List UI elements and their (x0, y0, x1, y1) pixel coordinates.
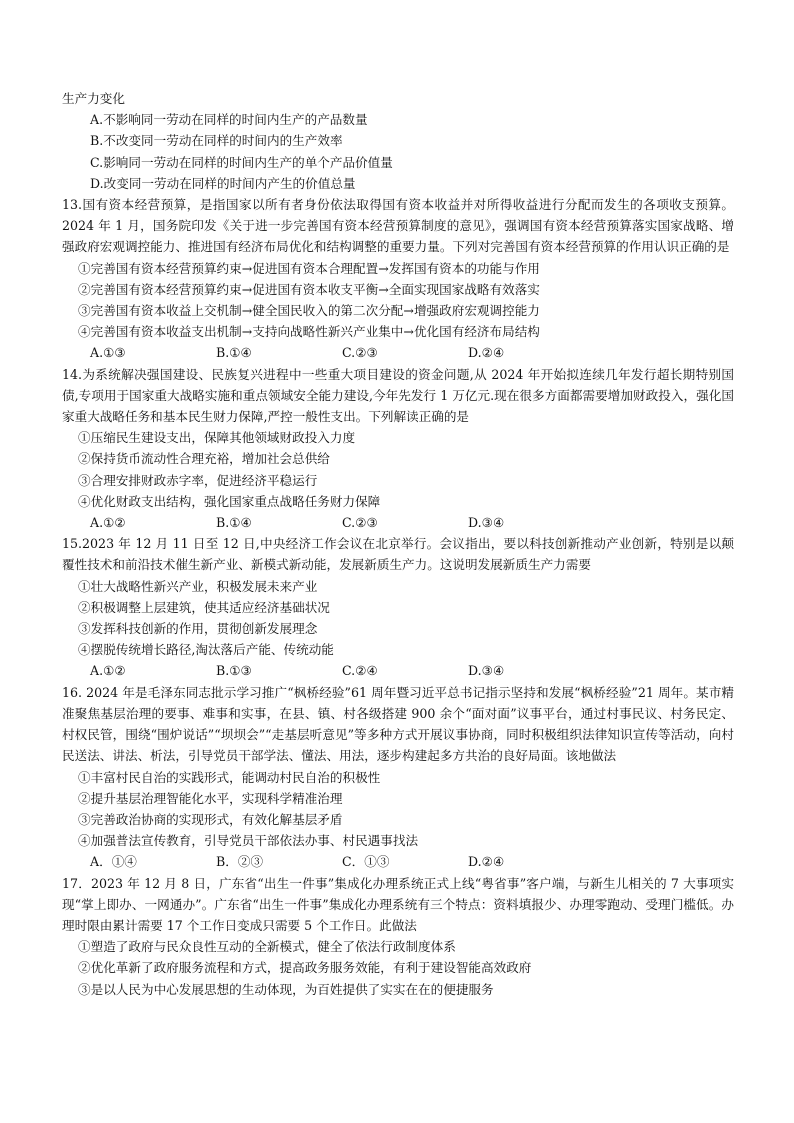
question-14-choices (62, 512, 734, 533)
intro-option-b: B.不改变同一劳动在同样的时间内的生产效率 (90, 133, 343, 149)
question-17-item-2: ②优化革新了政府服务流程和方式，提高政务服务效能，有利于建设智能高效政府 (78, 960, 532, 976)
question-15-item-4: ④摆脱传统增长路径,淘汰落后产能、传统动能 (78, 642, 334, 658)
question-16-choice-a: A．①④ (90, 854, 137, 870)
question-13-choice-c: C.②③ (342, 345, 378, 361)
question-15-choice-d: D.③④ (468, 663, 505, 679)
question-17-stem: 17．2023 年 12 月 8 日，广东省“出生一件事”集成化办理系统正式上线“粤省事”客户端，与新生儿相关的 7 大事项实现“掌上即办、一网通办”。广东省“出生一件事”集成化办理系统有三个特点：资料填报少、办理零跑动、受理门槛低。办理时限由累计需要 17 个工作日变成只需要 5 个工作日。此做法 (62, 875, 734, 933)
question-14-item-2: ②保持货币流动性合理充裕，增加社会总供给 (78, 451, 330, 467)
question-14-stem: 14.为系统解决强国建设、民族复兴进程中一些重大项目建设的资金问题,从 2024 年开始拟连续几年发行超长期特别国债,专项用于国家重大战略实施和重点领域安全能力建设,今年先发行 1 万亿元.现在很多方面都需要增加财政投入，强化国家重大战略任务和基本民生财力保障,严控一般性支出。下列解读正确的是 (62, 366, 734, 425)
question-14-item-3: ③合理安排财政赤字率，促进经济平稳运行 (78, 472, 318, 488)
question-13-stem: 13.国有资本经营预算，是指国家以所有者身份依法取得国有资本收益并对所得收益进行分配而发生的各项收支预算。2024 年 1 月，国务院印发《关于进一步完善国有资本经营预算制度的意见》，强调国有资本经营预算落实国家战略、增强政府宏观调控能力、推进国有经济布局优化和结构调整的重要力量。下列对完善国有资本经营预算的作用认识正确的是 (62, 197, 734, 255)
question-14-choice-b: B.①④ (216, 515, 252, 531)
question-14-choice-c: C.②③ (342, 515, 378, 531)
intro-option-c: C.影响同一劳动在同样的时间内生产的单个产品价值量 (90, 154, 393, 170)
intro-option-a: A.不影响同一劳动在同样的时间内生产的产品数量 (90, 112, 368, 128)
question-16-stem: 16. 2024 年是毛泽东同志批示学习推广“枫桥经验”61 周年暨习近平总书记指示坚持和发展“枫桥经验”21 周年。某市精准聚焦基层治理的要事、难事和实事，在县、镇、村各级搭建 900 余个“面对面”议事平台，通过村事民议、村务民定、村权民管，围绕“围炉说话”“坝坝会”“走基层听意见”等多种方式开展议事协商，同时积极组织法律知识宣传等活动，向村民送法、讲法、析法，引导党员干部学法、懂法、用法，逐步构建起多方共治的良好局面。该地做法 (62, 684, 734, 764)
intro-tail: 生产力变化 (62, 91, 125, 106)
question-17-item-1: ①塑造了政府与民众良性互动的全新模式，健全了依法行政制度体系 (78, 939, 456, 955)
question-15-stem: 15.2023 年 12 月 11 日至 12 日,中央经济工作会议在北京举行。会议指出，要以科技创新推动产业创新，特别是以颠覆性技术和前沿技术催生新产业、新模式新动能，发展新质生产力。这说明发展新质生产力需要 (62, 536, 734, 573)
question-14-item-1: ①压缩民生建设支出，保障其他领域财政投入力度 (78, 430, 356, 446)
question-15-choice-b: B.①③ (216, 663, 252, 679)
question-16-choice-d: D.②④ (468, 854, 505, 870)
question-13-item-1: ①完善国有资本经营预算约束→促进国有资本合理配置→发挥国有资本的功能与作用 (78, 260, 540, 276)
question-15-choices (62, 660, 734, 681)
question-15-item-3: ③发挥科技创新的作用，贯彻创新发展理念 (78, 621, 318, 637)
question-13-item-3: ③完善国有资本收益上交机制→健全国民收入的第二次分配→增强政府宏观调控能力 (78, 303, 540, 319)
question-16-item-3: ③完善政治协商的实现形式，有效化解基层矛盾 (78, 811, 343, 827)
question-15-choice-c: C.②④ (342, 663, 378, 679)
question-13-choice-d: D.②④ (468, 345, 505, 361)
question-14-choice-d: D.③④ (468, 515, 505, 531)
question-16-item-1: ①丰富村民自治的实践形式，能调动村民自治的积极性 (78, 769, 381, 785)
question-13-choices (62, 342, 734, 363)
intro-option-d: D.改变同一劳动在同样的时间内产生的价值总量 (90, 175, 356, 191)
question-13-item-2: ②完善国有资本经营预算约束→促进国有资本收支平衡→全面实现国家战略有效落实 (78, 281, 540, 297)
question-15-item-2: ②积极调整上层建筑，使其适应经济基础状况 (78, 599, 330, 615)
question-16-item-4: ④加强普法宣传教育，引导党员干部依法办事、村民遇事找法 (78, 833, 419, 849)
question-16-choice-c: C．①③ (342, 854, 390, 870)
question-15-choice-a: A.①② (90, 663, 126, 679)
question-14-item-4: ④优化财政支出结构，强化国家重点战略任务财力保障 (78, 493, 381, 509)
question-16-choice-b: B．②③ (216, 854, 264, 870)
question-13-item-4: ④完善国有资本收益支出机制→支持向战略性新兴产业集中→优化国有经济布局结构 (78, 324, 540, 340)
question-14-choice-a: A.①② (90, 515, 126, 531)
question-13-choice-b: B.①④ (216, 345, 252, 361)
question-17-item-3: ③是以人民为中心发展思想的生动体现，为百姓提供了实实在在的便捷服务 (78, 981, 494, 997)
question-16-item-2: ②提升基层治理智能化水平，实现科学精准治理 (78, 790, 343, 806)
exam-page (62, 88, 734, 1000)
question-16-choices (62, 851, 734, 872)
question-13-choice-a: A.①③ (90, 345, 126, 361)
question-15-item-1: ①壮大战略性新兴产业，积极发展未来产业 (78, 578, 318, 594)
